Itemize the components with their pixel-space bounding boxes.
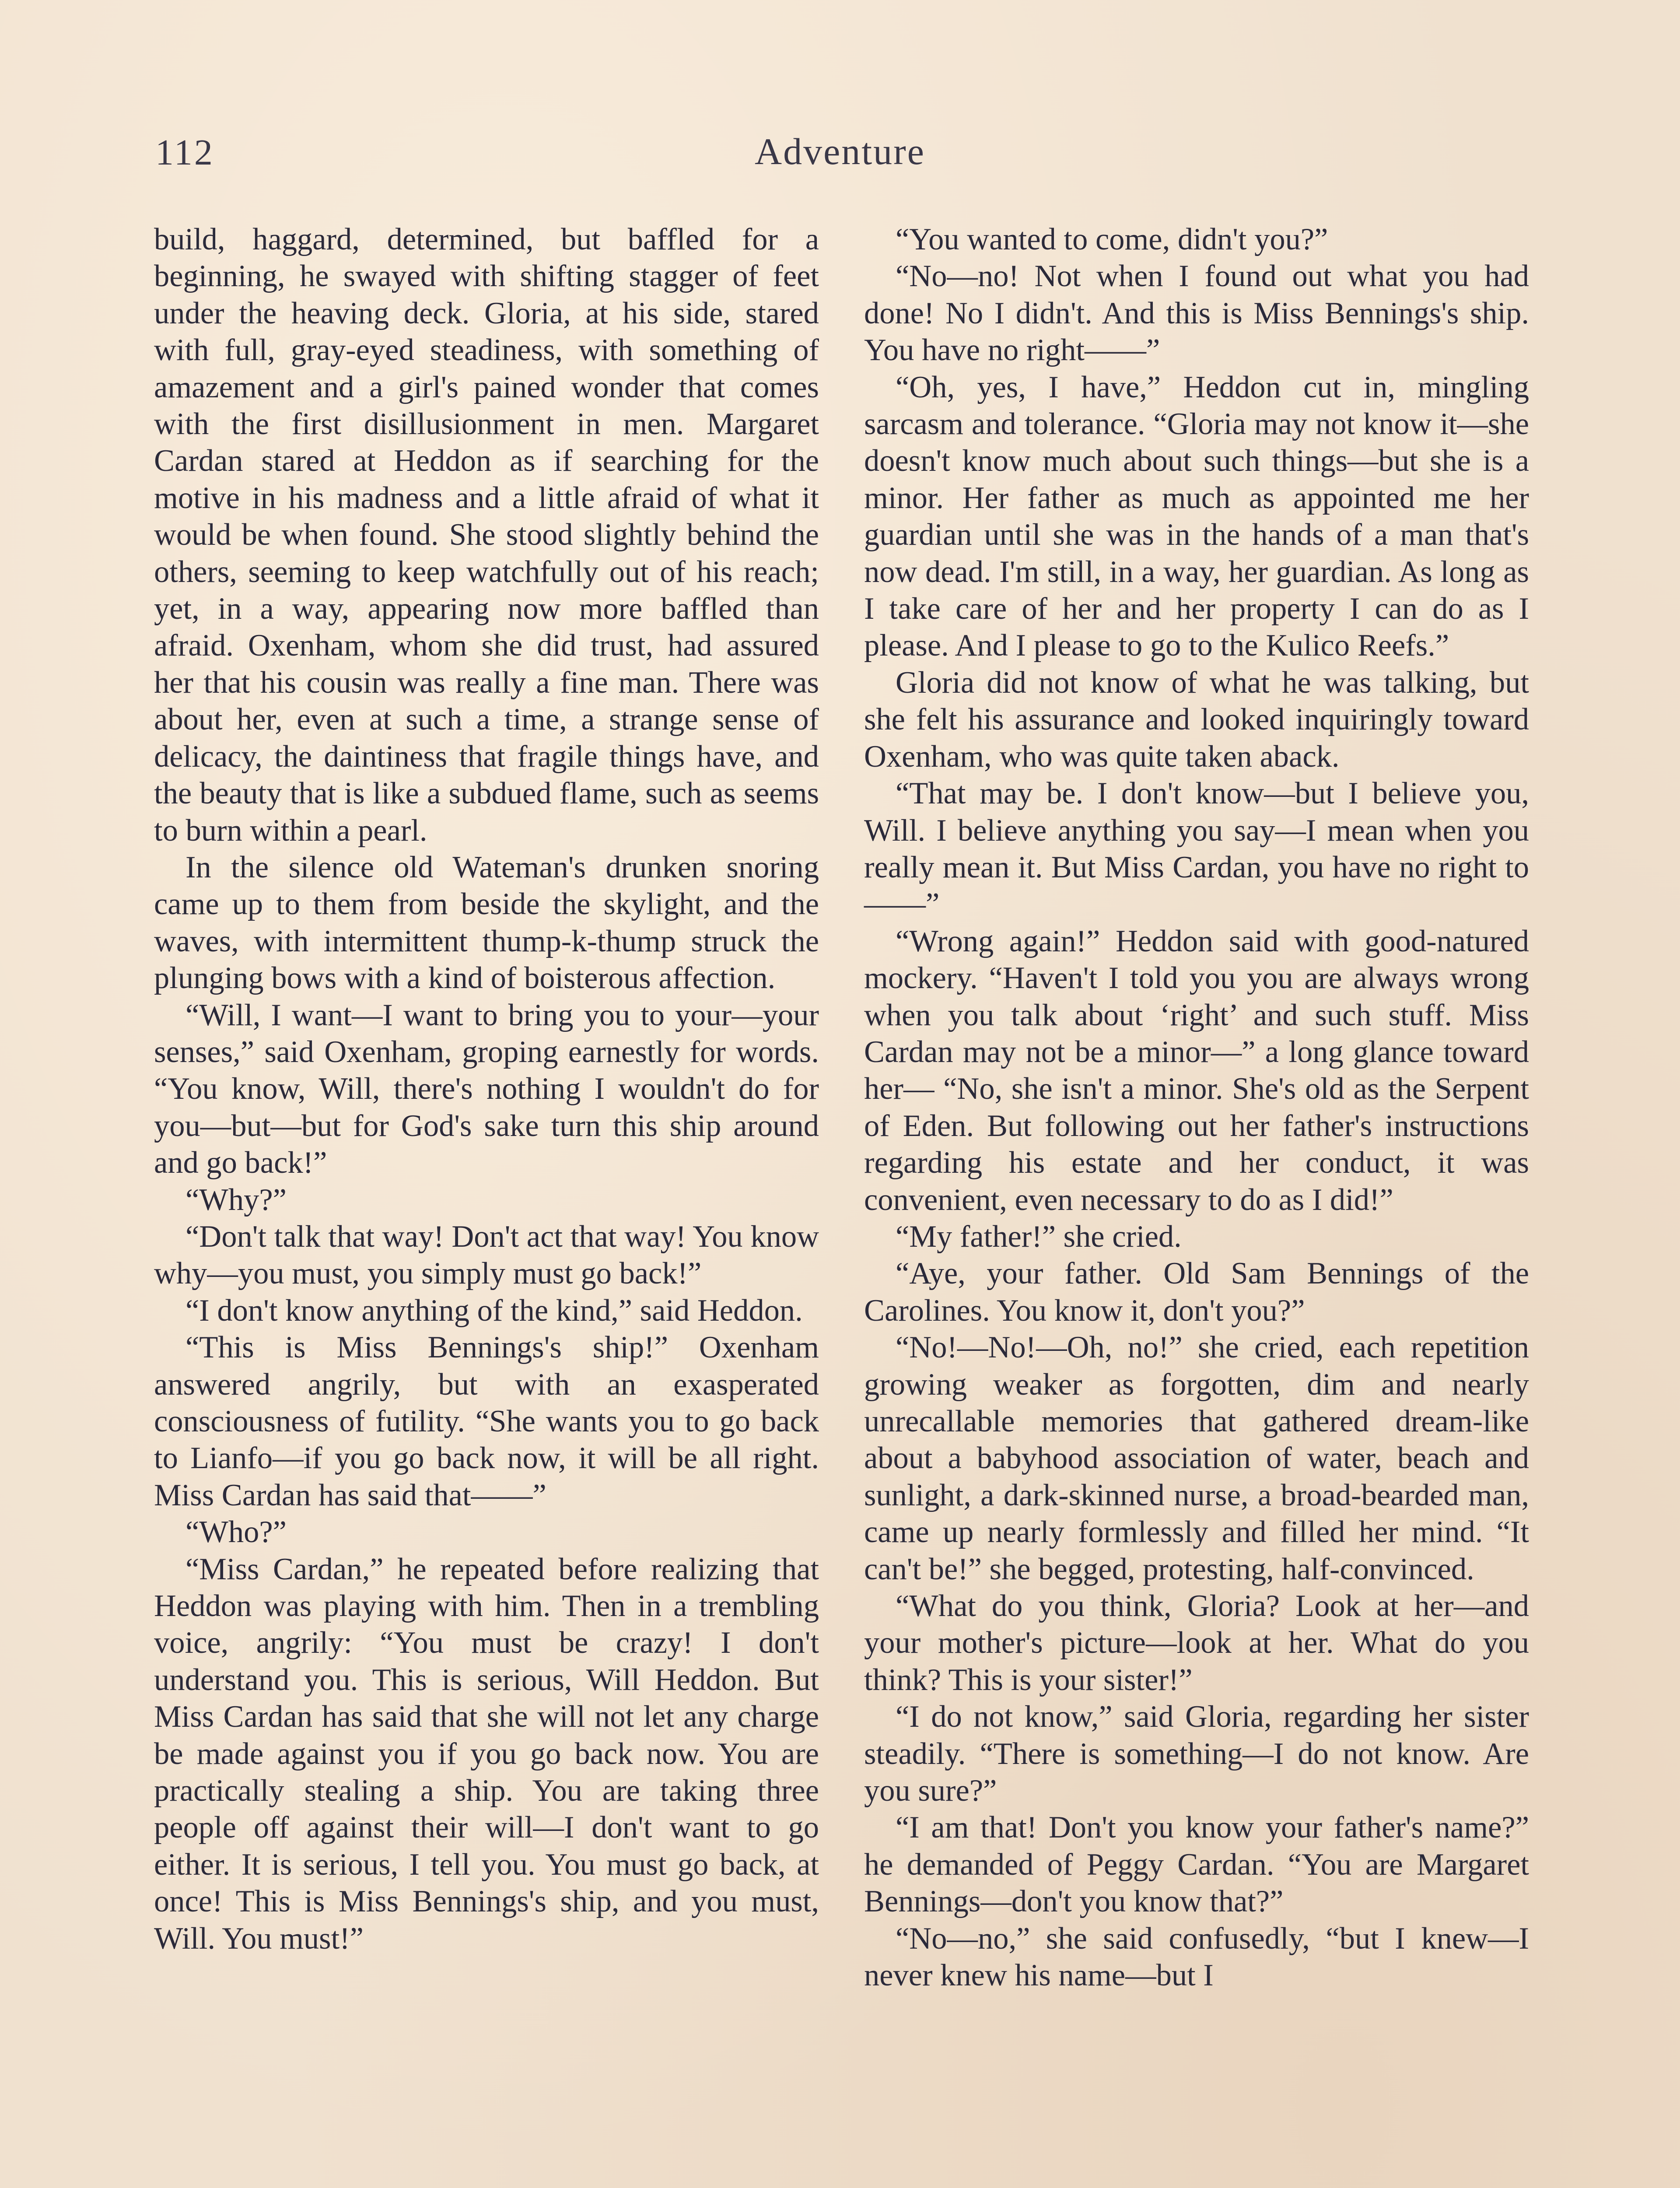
paragraph: “Wrong again!” Heddon said with good-natured mockery. “Haven't I told you you are always wrong when you talk about ‘right’ and such stuff. Miss Cardan may not be a minor—” a long glance toward her— “No, she isn't a minor. She's old as the Serpent of Eden. But following out her father's instructions regarding his estate and her conduct, it was convenient, even necessary to do as I did!” bbox=[864, 924, 1529, 1217]
paragraph: “This is Miss Bennings's ship!” Oxenham answered angrily, but with an exasperated consciousness of futility. “She wants you to go back to Lianfo—if you go back now, it will be all right. Miss Cardan has said that——” bbox=[154, 1330, 819, 1512]
page-number: 112 bbox=[155, 132, 214, 173]
paragraph: “Will, I want—I want to bring you to your—your senses,” said Oxenham, groping earnestly for words. “You know, Will, there's nothing I wouldn't do for you—but—but for God's sake turn this ship around and go back!” bbox=[154, 998, 819, 1180]
paragraph: “You wanted to come, didn't you?” bbox=[896, 222, 1328, 256]
paragraph: Gloria did not know of what he was talking, but she felt his assurance and looked inquiringly toward Oxenham, who was quite taken aback. bbox=[864, 665, 1529, 774]
paragraph: In the silence old Wateman's drunken snoring came up to them from beside the skylight, and the waves, with intermittent thump-k-thump struck the plunging bows with a kind of boisterous affection. bbox=[154, 850, 819, 996]
left-column bbox=[154, 221, 819, 1957]
paragraph: “Miss Cardan,” he repeated before realizing that Heddon was playing with him. Then in a trembling voice, angrily: “You must be crazy! I don't understand you. This is serious, Will Heddon. But Miss Cardan has said that she will not let any charge be made against you if you go back now. You are practically stealing a ship. You are taking three people off against their will—I don't want to go either. It is serious, I tell you. You must go back, at once! This is Miss Bennings's ship, and you must, Will. You must!” bbox=[154, 1552, 819, 1956]
paragraph: “No!—No!—Oh, no!” she cried, each repetition growing weaker as forgotten, dim and nearly unrecallable memories that gathered dream-like about a babyhood association of water, beach and sunlight, a dark-skinned nurse, a broad-bearded man, came up nearly formlessly and filled her mind. “It can't be!” she begged, protesting, half-convinced. bbox=[864, 1330, 1529, 1586]
paragraph: “What do you think, Gloria? Look at her—and your mother's picture—look at her. What do you think? This is your sister!” bbox=[864, 1589, 1529, 1697]
paragraph: “Don't talk that way! Don't act that way! You know why—you must, you simply must go back!” bbox=[154, 1219, 819, 1291]
paragraph: “I am that! Don't you know your father's name?” he demanded of Peggy Cardan. “You are Margaret Bennings—don't you know that?” bbox=[864, 1810, 1529, 1919]
paragraph: “I do not know,” said Gloria, regarding her sister steadily. “There is something—I do not know. Are you sure?” bbox=[864, 1700, 1529, 1808]
paragraph: “My father!” she cried. bbox=[896, 1219, 1182, 1254]
right-column bbox=[864, 221, 1529, 1994]
paragraph: build, haggard, determined, but baffled for a beginning, he swayed with shifting stagger of feet under the heaving deck. Gloria, at his side, stared with full, gray-eyed steadiness, with something of amazement and a girl's pained wonder that comes with the first disillusionment in men. Margaret Cardan stared at Heddon as if searching for the motive in his madness and a little afraid of what it would be when found. She stood slightly behind the others, seeming to keep watchfully out of his reach; yet, in a way, appearing now more baffled than afraid. Oxenham, whom she did trust, had assured her that his cousin was really a fine man. There was about her, even at such a time, a strange sense of delicacy, the daintiness that fragile things have, and the beauty that is like a subdued flame, such as seems to burn within a pearl. bbox=[154, 222, 819, 848]
paragraph: “That may be. I don't know—but I believe you, Will. I believe anything you say—I mean when you really mean it. But Miss Cardan, you have no right to——” bbox=[864, 776, 1529, 922]
paragraph: “No—no! Not when I found out what you had done! No I didn't. And this is Miss Bennings's ship. You have no right——” bbox=[864, 259, 1529, 368]
paragraph: “I don't know anything of the kind,” said Heddon. bbox=[186, 1293, 803, 1328]
paragraph: “Aye, your father. Old Sam Bennings of the Carolines. You know it, don't you?” bbox=[864, 1256, 1529, 1328]
paragraph: “Oh, yes, I have,” Heddon cut in, mingling sarcasm and tolerance. “Gloria may not know it—she doesn't know much about such things—but she is a minor. Her father as much as appointed me her guardian until she was in the hands of a man that's now dead. I'm still, in a way, her guardian. As long as I take care of her and her property I can do as I please. And I please to go to the Kulico Reefs.” bbox=[864, 370, 1529, 663]
paragraph: “Who?” bbox=[186, 1515, 287, 1550]
running-head-title: Adventure bbox=[755, 130, 925, 172]
paragraph: “No—no,” she said confusedly, “but I knew—I never knew his name—but I bbox=[864, 1921, 1529, 1993]
paragraph: “Why?” bbox=[186, 1182, 287, 1217]
